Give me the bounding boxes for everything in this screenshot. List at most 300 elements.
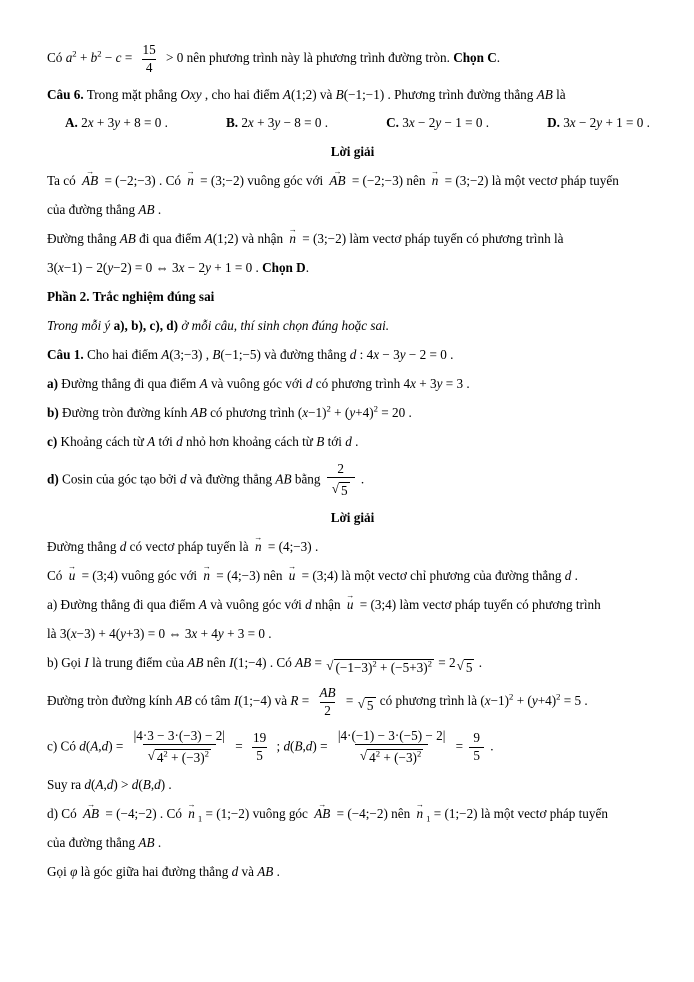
fraction — [139, 42, 160, 76]
bold-text: Phần 2. Trắc nghiệm đúng sai — [47, 289, 215, 305]
vector: AB → — [82, 804, 100, 824]
math-variable: B — [212, 347, 221, 363]
vector: n → — [431, 171, 440, 191]
math-variable: y — [205, 260, 211, 276]
text-run: là góc giữa hai đường thẳng — [77, 864, 232, 880]
math-variable: Oxy — [180, 86, 202, 102]
vector: n → — [187, 804, 196, 824]
superscript: 2 — [204, 748, 209, 759]
math-variable: y — [399, 347, 406, 363]
text-run: có phương trình 4 — [312, 376, 411, 392]
text-run: = (1;−2) là một vectơ pháp tuyến — [430, 806, 608, 822]
solution-q6-line-2 — [47, 200, 658, 220]
math-variable: d — [305, 738, 313, 754]
bold-text: A. — [65, 115, 78, 131]
text-run: và vuông góc với — [206, 597, 306, 613]
text-run: = 3 . — [442, 376, 470, 392]
math-variable: y — [435, 115, 442, 131]
math-variable: d — [349, 347, 357, 363]
answer-choice — [547, 113, 650, 133]
text-run: + 3 = 0 . — [223, 626, 272, 642]
part-2-instruction — [47, 316, 658, 336]
text-run: + 3 — [253, 115, 275, 131]
radicand — [155, 749, 211, 767]
fraction-numerator — [249, 730, 270, 747]
math-variable: A — [282, 86, 291, 102]
text-run: 19 — [252, 730, 267, 746]
fraction-denominator — [143, 744, 216, 767]
text-run: −1) — [308, 404, 327, 420]
text-run: + 1 = 0 . — [210, 260, 263, 276]
solution-q1-line-2 — [47, 566, 658, 586]
math-variable: x — [191, 626, 198, 642]
text-run: 5 — [341, 483, 348, 499]
math-variable: d — [564, 568, 572, 584]
superscript: 2 — [97, 48, 102, 59]
bold-text: C. — [386, 115, 399, 131]
math-variable: AB — [319, 685, 336, 701]
fraction-numerator — [333, 461, 348, 478]
vector: n → — [202, 566, 211, 586]
math-variable: b — [90, 50, 98, 66]
solution-q1-d-line-1 — [47, 804, 658, 824]
text-run: − 3 — [379, 347, 400, 363]
bold-text: Câu 1. — [47, 347, 84, 363]
fraction-numerator — [469, 730, 484, 747]
superscript: 2 — [372, 658, 377, 669]
math-variable: a — [65, 50, 73, 66]
text-run: nhỏ hơn khoảng cách từ — [182, 433, 317, 449]
text-run: là trung điểm của — [88, 655, 188, 671]
text-run: 5 — [473, 747, 480, 763]
text-run: (−1;−5) và đường thẳng — [220, 347, 350, 363]
text-run: 3 — [398, 115, 409, 131]
text-run: nhận — [311, 597, 344, 613]
text-run: . — [351, 433, 359, 449]
math-variable: x — [569, 115, 576, 131]
solution-q1-a-line-1 — [47, 595, 658, 615]
text-run: , — [103, 777, 107, 793]
fraction-denominator — [320, 702, 335, 720]
square-root — [360, 749, 423, 767]
math-variable: x — [58, 260, 64, 276]
text-run: của đường thẳng — [47, 835, 139, 851]
math-variable: φ — [70, 864, 78, 880]
superscript: 2 — [163, 748, 168, 759]
superscript: 2 — [509, 691, 514, 702]
text-run: + 3 — [415, 376, 437, 392]
square-root — [148, 749, 211, 767]
math-variable: c — [115, 50, 122, 66]
text-run: Có — [47, 50, 66, 66]
bold-text: Lời giải — [330, 510, 375, 526]
text-run: 5 — [366, 698, 374, 714]
radical-sign-icon: √ — [359, 748, 368, 764]
fraction-numerator — [130, 728, 229, 745]
fraction — [130, 728, 229, 767]
fraction — [469, 730, 484, 764]
superscript: 2 — [72, 48, 77, 59]
math-variable: A — [90, 738, 99, 754]
math-variable: y — [107, 260, 114, 276]
answer-choice — [65, 113, 168, 133]
text-run: là 3( — [47, 626, 71, 642]
text-run: + 3 — [93, 115, 115, 131]
vector: AB → — [328, 171, 346, 191]
vector: n → — [416, 804, 425, 824]
vector: u → — [346, 595, 355, 615]
text-run: Trong mặt phẳng — [83, 86, 181, 102]
square-root — [326, 659, 434, 677]
math-variable: B — [294, 738, 303, 754]
text-run: = (−4;−2) nên — [333, 806, 414, 822]
text-run: ( — [90, 777, 96, 793]
text-run: và vuông góc với — [207, 376, 306, 392]
text-run: + 1 = 0 . — [602, 115, 650, 131]
text-run: d) Có — [47, 806, 80, 822]
fraction — [327, 461, 355, 500]
solution-heading-q6 — [47, 142, 658, 162]
text-run: Gọi — [47, 864, 71, 880]
text-run: +3) = 0 ⇔ 3 — [125, 626, 192, 642]
text-run: . — [305, 260, 309, 276]
vector: n → — [254, 537, 263, 557]
math-variable: I — [233, 693, 239, 709]
text-run: − 1 = 0 . — [441, 115, 490, 131]
math-variable: d — [283, 738, 291, 754]
math-variable: A — [199, 376, 208, 392]
part-2-heading — [47, 287, 658, 307]
vector: n → — [288, 229, 297, 249]
text-run: = — [121, 50, 136, 66]
text-run: (1;−4) và — [238, 693, 291, 709]
text-run: − 2 — [184, 260, 206, 276]
math-variable: d — [176, 433, 183, 449]
math-variable: d — [119, 539, 127, 555]
radical-sign-icon: √ — [147, 748, 155, 764]
text-run: c) Có — [47, 738, 80, 754]
text-run: = — [452, 738, 467, 754]
text-run: = (3;4) vuông góc với — [78, 568, 201, 584]
text-run: . — [154, 835, 162, 851]
math-variable: x — [87, 115, 94, 131]
text-run: . — [571, 568, 578, 584]
text-run: Có — [47, 568, 66, 584]
text-run: + — [76, 50, 91, 66]
text-run: = 2 — [435, 655, 456, 671]
conclusion-chon-c — [47, 42, 658, 76]
question-6 — [47, 85, 658, 105]
math-variable: A — [204, 231, 213, 247]
solution-q6-line-4 — [47, 258, 658, 278]
text-run: (1;2) và — [290, 86, 336, 102]
fraction — [316, 685, 340, 719]
text-run: ) . — [160, 777, 172, 793]
math-variable: AB — [187, 655, 204, 671]
text-run: = — [231, 738, 246, 754]
text-run: có vectơ pháp tuyến là — [126, 539, 252, 555]
text-run: (1;−4) . Có — [233, 655, 296, 671]
text-run: của đường thẳng — [47, 202, 139, 218]
text-run: + 8 = 0 . — [120, 115, 168, 131]
math-variable: d — [79, 738, 86, 754]
text-run: (−1;−1) . Phương trình đường thẳng — [343, 86, 537, 102]
text-run: Đường tròn đường kính — [47, 693, 176, 709]
text-run: , cho hai điểm — [201, 86, 283, 102]
radicand — [464, 659, 475, 677]
text-run: tới — [155, 433, 177, 449]
text-run: . — [357, 471, 365, 487]
text-run: = — [298, 693, 313, 709]
superscript: 2 — [375, 748, 381, 759]
superscript: 2 — [373, 403, 378, 414]
question-6-answer-choices — [47, 113, 658, 133]
text-run: Suy ra — [47, 777, 85, 793]
square-root — [457, 659, 475, 677]
text-run: Ta có — [47, 173, 80, 189]
radical-sign-icon: √ — [357, 696, 365, 712]
math-variable: d — [101, 738, 109, 754]
math-variable: AB — [275, 471, 292, 487]
text-run: = (4;−3) nên — [212, 568, 286, 584]
text-run: = (4;−3) . — [264, 539, 319, 555]
solution-q1-c-line-1 — [47, 728, 658, 767]
text-run: = — [311, 655, 326, 671]
text-run: ( — [85, 738, 91, 754]
math-variable: x — [373, 347, 380, 363]
text-run: −1) — [490, 693, 510, 709]
radical-sign-icon: √ — [331, 481, 340, 497]
math-variable: y — [349, 404, 356, 420]
math-variable: R — [290, 693, 299, 709]
math-variable: AB — [536, 86, 553, 102]
bold-text: Chọn C — [453, 50, 497, 66]
fraction-denominator — [142, 59, 157, 77]
text-run: . — [475, 655, 483, 671]
text-run: + (−3) — [380, 750, 417, 766]
text-run: = (−4;−2) . Có — [102, 806, 186, 822]
text-run: và — [238, 864, 258, 880]
text-run: −2) = 0 ⇔ 3 — [113, 260, 179, 276]
bold-text: Câu 6. — [47, 86, 84, 102]
math-variable: AB — [257, 864, 274, 880]
math-variable: x — [408, 115, 415, 131]
solution-q1-b-line-1 — [47, 653, 658, 677]
text-run: bằng — [291, 471, 324, 487]
text-run: 4 — [156, 750, 164, 766]
text-run: = — [342, 693, 357, 709]
radicand — [367, 749, 423, 767]
text-run: b) Gọi — [47, 655, 85, 671]
question-1 — [47, 345, 658, 365]
math-variable: y — [120, 626, 126, 642]
text-run: +4) — [355, 404, 374, 420]
text-run: |4·3 − 3·(−3) − 2| — [133, 727, 225, 743]
subscript: 1 — [197, 813, 203, 824]
radicand — [334, 659, 434, 677]
text-run: − 8 = 0 . — [280, 115, 329, 131]
bold-text: a) — [47, 376, 58, 392]
text-run: ; — [273, 738, 284, 754]
math-variable: d — [131, 777, 139, 793]
math-variable: y — [217, 626, 224, 642]
radicand — [365, 697, 376, 715]
math-variable: AB — [119, 231, 136, 247]
text-run: Khoảng cách từ — [57, 433, 148, 449]
text-run: > 0 nên phương trình này là phương trình đường tròn. — [162, 50, 454, 66]
math-variable: B — [142, 777, 151, 793]
answer-choice — [226, 113, 328, 133]
superscript: 2 — [326, 403, 331, 414]
math-variable: y — [274, 115, 281, 131]
math-variable: d — [305, 376, 313, 392]
vector: AB → — [81, 171, 99, 191]
text-run: đi qua điểm — [135, 231, 205, 247]
text-run: − — [101, 50, 116, 66]
math-variable: d — [154, 777, 161, 793]
fraction-denominator — [252, 747, 267, 765]
fraction-numerator — [334, 728, 450, 745]
math-variable: A — [161, 347, 170, 363]
solution-q1-d-line-2 — [47, 833, 658, 853]
solution-q1-b-line-2 — [47, 685, 658, 719]
text-run: 2 — [324, 702, 331, 718]
vector: AB → — [313, 804, 331, 824]
square-root — [358, 697, 376, 715]
math-variable: d — [106, 777, 114, 793]
fraction — [334, 728, 450, 767]
math-variable: d — [305, 597, 312, 613]
text-run: + ( — [513, 693, 532, 709]
italic-text: Trong mỗi ý — [47, 318, 114, 334]
text-run: có phương trình ( — [206, 404, 303, 420]
solution-q1-d-line-3 — [47, 862, 658, 882]
text-run: ) = — [312, 738, 331, 754]
text-run: ( — [138, 777, 143, 793]
text-run: 2 — [77, 115, 88, 131]
text-run: . — [496, 50, 501, 66]
italic-text: ở mỗi câu, thí sinh chọn đúng hoặc sai. — [178, 318, 390, 334]
fraction — [249, 730, 270, 764]
vector: n → — [186, 171, 195, 191]
bold-text: a), b), c), d) — [113, 318, 179, 334]
solution-q6-line-1 — [47, 171, 658, 191]
math-variable: y — [531, 693, 538, 709]
math-variable: d — [179, 471, 187, 487]
statement-a — [47, 374, 658, 394]
text-run: : 4 — [356, 347, 374, 363]
text-run: nên — [203, 655, 230, 671]
math-variable: y — [114, 115, 121, 131]
text-run: +4) — [537, 693, 557, 709]
text-run: 4 — [369, 750, 376, 766]
text-run: có phương trình là ( — [376, 693, 485, 709]
fraction-numerator — [316, 685, 340, 702]
bold-text: c) — [47, 433, 58, 449]
text-run: là — [552, 86, 566, 102]
answer-choice — [386, 113, 489, 133]
text-run: −1) − 2( — [63, 260, 108, 276]
bold-text: Chọn D — [262, 260, 306, 276]
text-run: Đường thẳng — [47, 539, 120, 555]
solution-q1-line-1 — [47, 537, 658, 557]
superscript: 2 — [556, 691, 561, 702]
text-run: Đường tròn đường kính — [58, 404, 191, 420]
text-run: a) Đường thẳng đi qua điểm — [47, 597, 199, 613]
text-run: = (3;−2) làm vectơ pháp tuyến có phương trình là — [298, 231, 564, 247]
bold-text: d) — [47, 471, 59, 487]
text-run: − 2 — [575, 115, 597, 131]
superscript: 2 — [416, 748, 422, 759]
math-variable: x — [484, 693, 491, 709]
text-run: ( — [290, 738, 295, 754]
text-run: = (3;4) làm vectơ pháp tuyến có phương trình — [356, 597, 601, 613]
math-variable: AB — [138, 202, 155, 218]
text-run: 5 — [256, 747, 263, 763]
text-run: (−1−3) — [335, 660, 373, 676]
text-run: Cosin của góc tạo bởi — [58, 471, 180, 487]
text-run: = (3;−2) vuông góc với — [196, 173, 327, 189]
text-run: = (3;4) là một vectơ chỉ phương của đường thẳng — [298, 568, 565, 584]
text-run: 3( — [47, 260, 58, 276]
text-run: , — [150, 777, 155, 793]
text-run: Đường thẳng — [47, 231, 120, 247]
statement-b — [47, 403, 658, 423]
text-run: . — [273, 864, 280, 880]
math-variable: A — [198, 597, 207, 613]
subscript: 1 — [426, 813, 431, 824]
fraction-denominator — [469, 747, 484, 765]
bold-text: B. — [225, 115, 239, 131]
text-run: có tâm — [191, 693, 234, 709]
text-run: |4·(−1) − 3·(−5) − 2| — [337, 727, 446, 743]
text-run: và đường thẳng — [186, 471, 276, 487]
radicand — [339, 482, 350, 500]
text-run: + (−3) — [167, 750, 205, 766]
statement-c — [47, 432, 658, 452]
math-variable: AB — [175, 693, 192, 709]
math-variable: I — [229, 655, 234, 671]
vector: u → — [68, 566, 77, 586]
text-run: + ( — [330, 404, 350, 420]
math-variable: A — [95, 777, 104, 793]
math-variable: AB — [190, 404, 207, 420]
text-run: . — [154, 202, 162, 218]
math-variable: B — [335, 86, 344, 102]
text-run: ) > — [113, 777, 132, 793]
solution-q1-a-line-2 — [47, 624, 658, 644]
text-run: 4 — [145, 59, 153, 75]
text-run: tới — [324, 433, 346, 449]
text-run: = (−2;−3) nên — [348, 173, 429, 189]
text-run: 3 — [559, 115, 570, 131]
text-run: = 20 . — [377, 404, 412, 420]
text-run: ) = — [108, 738, 127, 754]
text-run: − 2 — [414, 115, 436, 131]
math-variable: x — [247, 115, 254, 131]
text-run: 5 — [465, 660, 473, 676]
square-root — [332, 482, 350, 500]
text-run: (3;−3) , — [169, 347, 213, 363]
text-run: −3) + 4( — [76, 626, 121, 642]
math-variable: d — [231, 864, 239, 880]
text-run: 15 — [142, 42, 156, 57]
radical-sign-icon: √ — [326, 658, 334, 674]
text-run: = (1;−2) vuông góc — [202, 806, 312, 822]
text-run: 2 — [337, 460, 344, 476]
text-run: . — [487, 738, 494, 754]
solution-q1-c-line-2 — [47, 775, 658, 795]
